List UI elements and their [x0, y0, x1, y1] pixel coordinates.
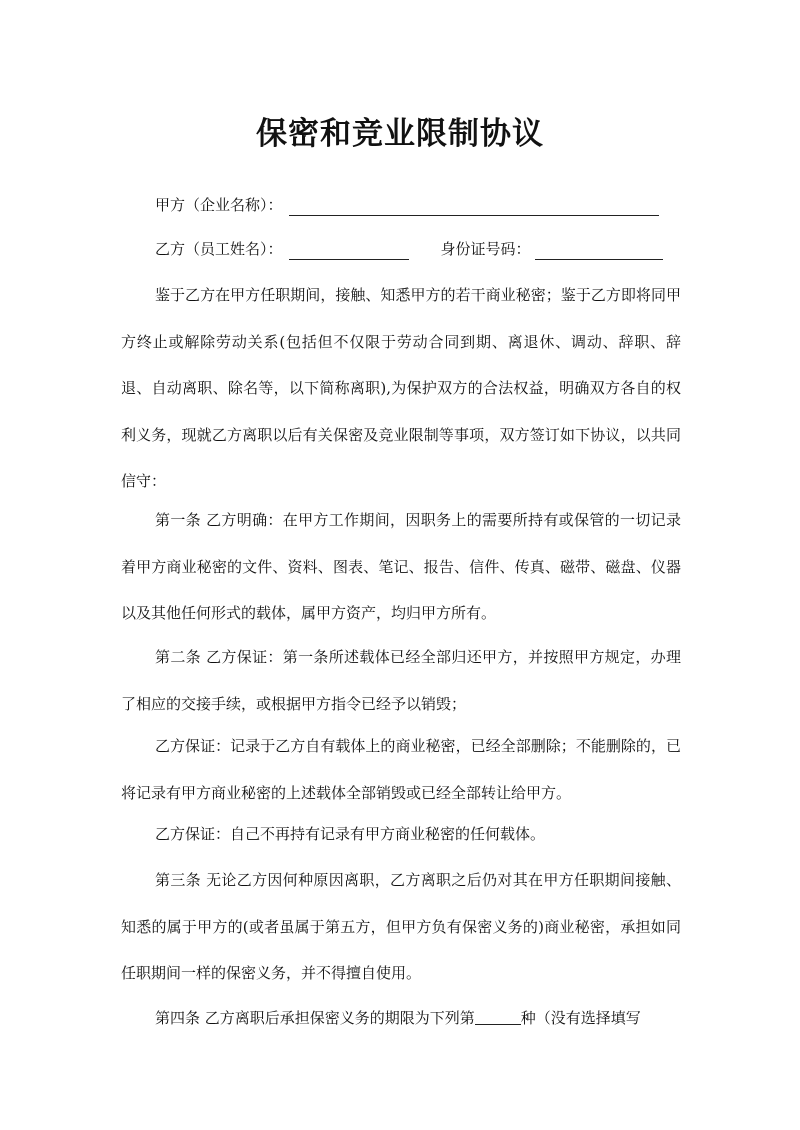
id-number-label: 身份证号码： [440, 240, 531, 258]
party-a-blank[interactable] [289, 197, 659, 216]
article-4-text-end: 种（没有选择填写 [520, 1009, 641, 1027]
party-a-label: 甲方（企业名称）： [155, 196, 283, 214]
party-a-row [155, 194, 659, 216]
party-b-label: 乙方（员工姓名）： [155, 240, 283, 258]
article-2c-paragraph: 乙方保证：自己不再持有记录有甲方商业秘密的任何载体。 [155, 825, 546, 843]
article-2b-paragraph: 乙方保证：记录于乙方自有载体上的商业秘密，已经全部删除；不能删除的，已将记录有甲方商业秘密的上述载体全部销毁或已经全部转让给甲方。 [121, 737, 681, 802]
article-4-paragraph [121, 995, 681, 1042]
document-title: 保密和竞业限制协议 [256, 116, 544, 152]
article-4-blank[interactable] [475, 1008, 521, 1025]
article-1-paragraph: 第一条 乙方明确：在甲方工作期间，因职务上的需要所持有或保管的一切记录着甲方商业秘密的文件、资料、图表、笔记、报告、信件、传真、磁带、磁盘、仪器以及其他任何形式的载体，属甲方资产，均归甲方所有。 [121, 511, 681, 622]
article-2-paragraph: 第二条 乙方保证：第一条所述载体已经全部归还甲方，并按照甲方规定，办理了相应的交接手续，或根据甲方指令已经予以销毁； [121, 648, 681, 713]
preamble-paragraph: 鉴于乙方在甲方任职期间，接触、知悉甲方的若干商业秘密；鉴于乙方即将同甲方终止或解除劳动关系(包括但不仅限于劳动合同到期、离退休、调动、辞职、辞退、自动离职、除名等，以下简称离职),为保护双方的合法权益，明确双方各自的权利义务，现就乙方离职以后有关保密及竞业限制等事项，双方签订如下协议，以共同信守： [121, 286, 681, 490]
party-b-row [155, 238, 663, 260]
article-4-text-start: 第四条 乙方离职后承担保密义务的期限为下列第 [155, 1009, 475, 1027]
id-number-blank[interactable] [535, 241, 663, 260]
party-b-blank[interactable] [289, 241, 409, 260]
article-3-paragraph: 第三条 无论乙方因何种原因离职，乙方离职之后仍对其在甲方任职期间接触、知悉的属于甲方的(或者虽属于第五方，但甲方负有保密义务的)商业秘密，承担如同任职期间一样的保密义务，并不得擅自使用。 [121, 871, 681, 982]
